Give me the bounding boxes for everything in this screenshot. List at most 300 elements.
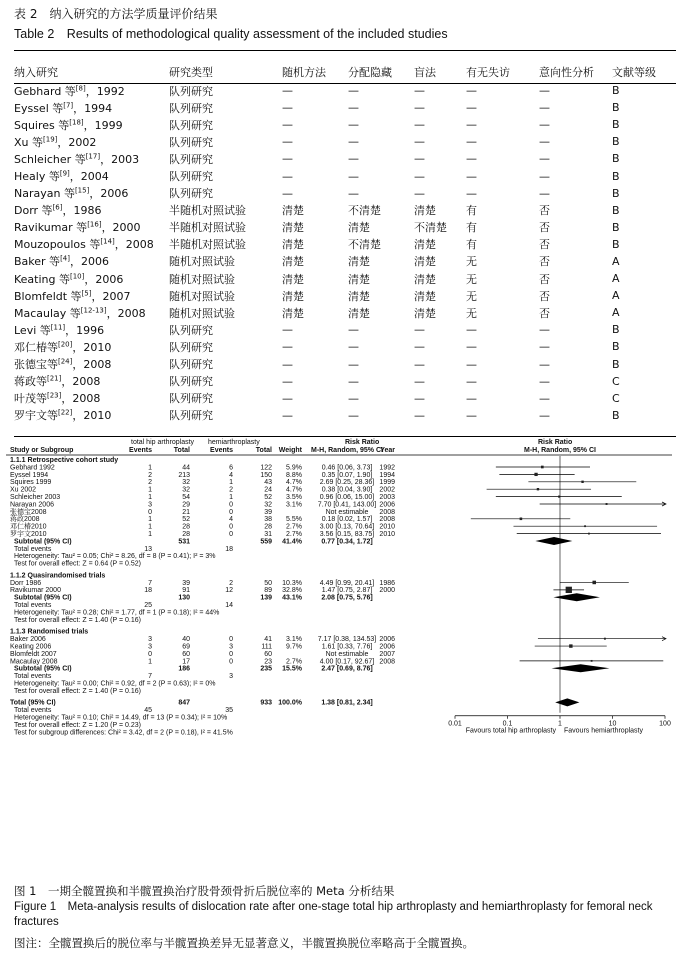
study-name: 邓仁椿2010 <box>10 523 47 531</box>
random-method: — <box>282 152 293 166</box>
random-method: — <box>282 84 293 98</box>
weight: 3.5% <box>286 494 302 501</box>
study-name: Eyssel 1994 <box>10 471 49 479</box>
itt-analysis: — <box>539 391 550 405</box>
risk-ratio-ci: 0.18 [0.02, 1.57] <box>321 516 373 524</box>
risk-ratio-ci: 3.56 [0.15, 83.75] <box>319 531 375 538</box>
events2: 1 <box>229 479 233 487</box>
study-cell <box>14 321 169 338</box>
table-row <box>14 253 676 270</box>
blinding: 清楚 <box>414 272 436 286</box>
events1-total: 13 <box>144 545 152 553</box>
total2: 24 <box>264 486 272 494</box>
study-name: Keating 2006 <box>10 643 52 651</box>
random-method: — <box>282 323 293 337</box>
itt-analysis: 否 <box>539 306 550 320</box>
study-year: ，2008 <box>106 306 146 320</box>
loss-to-follow-up: 无 <box>466 289 477 303</box>
blinding: — <box>414 101 425 115</box>
risk-ratio-ci: 1.47 [0.75, 2.87] <box>321 587 373 595</box>
evidence-grade: B <box>612 408 620 422</box>
study-name: Baker 等 <box>14 255 61 269</box>
allocation-concealment: — <box>348 340 359 354</box>
study-cell <box>14 287 169 304</box>
study-year: ，2007 <box>91 289 131 303</box>
allocation-concealment: — <box>348 135 359 149</box>
loss-to-follow-up: 无 <box>466 306 477 320</box>
events1-total: 25 <box>144 602 152 610</box>
table-row <box>14 390 676 407</box>
rr-header: Risk Ratio <box>345 439 380 446</box>
itt-analysis: 否 <box>539 221 550 235</box>
random-method: 清楚 <box>282 221 304 235</box>
evidence-grade: A <box>612 289 620 303</box>
x-tick-label: 10 <box>608 720 617 728</box>
study-name: Ravikumar 等 <box>14 221 88 235</box>
risk-ratio-ci: 4.00 [0.17, 92.67] <box>319 658 375 666</box>
loss-to-follow-up: 有 <box>466 238 477 252</box>
study-ref: [22] <box>58 408 73 417</box>
subtotal-label: Subtotal (95% CI) <box>14 538 72 546</box>
evidence-grade: B <box>612 237 620 251</box>
events1: 1 <box>148 658 152 666</box>
total1: 32 <box>182 486 190 494</box>
header-cell: 纳入研究 <box>14 66 58 79</box>
weight: 2.7% <box>286 531 302 538</box>
study-cell <box>14 116 169 133</box>
weight: 4.7% <box>286 486 302 494</box>
overall-effect: Test for overall effect: Z = 1.40 (P = 0.16) <box>14 616 141 624</box>
weight: 5.9% <box>286 464 302 472</box>
study-type: 随机对照试验 <box>169 272 235 286</box>
total2: 28 <box>264 523 272 531</box>
study-year: 2010 <box>379 523 395 531</box>
total1: 29 <box>182 501 190 509</box>
itt-analysis: — <box>539 135 550 149</box>
total2: 111 <box>261 643 272 651</box>
weight: 9.7% <box>286 643 302 651</box>
table-row <box>14 407 676 424</box>
weight: 32.8% <box>282 587 302 595</box>
subtotal-label: Subtotal (95% CI) <box>14 594 72 602</box>
itt-analysis: 否 <box>539 255 550 269</box>
risk-ratio-ci: 0.38 [0.04, 3.90] <box>321 486 373 494</box>
total1: 52 <box>182 516 190 524</box>
study-year: ，2008 <box>61 392 101 406</box>
events2-total: 3 <box>229 673 233 681</box>
study-name: Narayan 2006 <box>10 501 54 509</box>
study-name: Squires 1999 <box>10 479 52 487</box>
header-cell: 意向性分析 <box>539 66 594 79</box>
study-year: 2000 <box>379 587 395 595</box>
study-year: 2003 <box>379 494 395 501</box>
study-year: ，2006 <box>89 187 129 201</box>
total1: 39 <box>182 579 190 587</box>
heterogeneity: Heterogeneity: Tau² = 0.00; Chi² = 0.92, df = 2 (P = 0.63); I² = 0% <box>14 680 216 688</box>
events2: 4 <box>229 516 233 524</box>
events1: 3 <box>148 643 152 651</box>
random-method: — <box>282 101 293 115</box>
study-ref: [20] <box>58 340 73 349</box>
study-type: 队列研究 <box>169 375 213 389</box>
itt-analysis: — <box>539 357 550 371</box>
blinding: — <box>414 374 425 388</box>
study-year: 2008 <box>379 508 395 516</box>
study-cell <box>14 236 169 253</box>
total2: 41 <box>264 636 272 644</box>
subtotal-ci: 2.08 [0.75, 5.76] <box>321 594 373 602</box>
study-type: 随机对照试验 <box>169 255 235 269</box>
total-events2: 35 <box>225 707 233 715</box>
itt-analysis: — <box>539 186 550 200</box>
itt-analysis: — <box>539 374 550 388</box>
total1: 91 <box>182 587 190 595</box>
study-name: Dorr 1986 <box>10 579 42 587</box>
table-row <box>14 338 676 355</box>
rr-header-right: Risk Ratio <box>538 439 573 446</box>
study-type: 队列研究 <box>169 340 213 354</box>
events2: 0 <box>229 650 233 658</box>
total-weight: 100.0% <box>278 699 302 707</box>
total-overall-effect: Test for overall effect: Z = 1.20 (P = 0.23) <box>14 721 141 729</box>
blinding: 清楚 <box>414 238 436 252</box>
total2-header: Total <box>255 447 272 454</box>
study-year: ，1999 <box>83 118 123 132</box>
events2-total: 18 <box>225 545 233 553</box>
evidence-grade: B <box>612 169 620 183</box>
study-type: 队列研究 <box>169 187 213 201</box>
study-type: 随机对照试验 <box>169 289 235 303</box>
itt-analysis: — <box>539 169 550 183</box>
study-ref: [23] <box>47 391 62 400</box>
study-cell <box>14 150 169 167</box>
blinding: — <box>414 340 425 354</box>
blinding: — <box>414 169 425 183</box>
itt-analysis: 否 <box>539 272 550 286</box>
study-cell <box>14 99 169 116</box>
total1: 28 <box>182 523 190 531</box>
study-year: 1992 <box>379 464 395 472</box>
table-header-row <box>14 62 676 82</box>
study-year: 2002 <box>379 486 395 494</box>
evidence-grade: C <box>612 374 620 388</box>
study-name: Dorr 等 <box>14 204 53 218</box>
study-ref: [24] <box>58 357 73 366</box>
study-name: 蒋政2008 <box>10 516 40 524</box>
study-name: 罗宇文2010 <box>10 531 47 538</box>
random-method: — <box>282 374 293 388</box>
itt-analysis: 否 <box>539 238 550 252</box>
total2: 23 <box>264 658 272 666</box>
events1: 0 <box>148 508 152 516</box>
risk-ratio-ci: Not estimable <box>325 650 369 658</box>
study-year: ，2003 <box>100 152 140 166</box>
allocation-concealment: — <box>348 152 359 166</box>
total1: 28 <box>182 531 190 538</box>
events-label: Total events <box>14 673 52 681</box>
loss-to-follow-up: — <box>466 84 477 98</box>
study-cell <box>14 167 169 184</box>
study-type: 队列研究 <box>169 135 213 149</box>
random-method: 清楚 <box>282 272 304 286</box>
study-name: 张德宝等 <box>14 358 58 372</box>
study-ref: [19] <box>43 135 58 144</box>
study-estimate <box>534 473 537 476</box>
events2: 0 <box>229 531 233 538</box>
blinding: — <box>414 323 425 337</box>
evidence-grade: A <box>612 272 620 286</box>
table-row <box>14 321 676 338</box>
quality-table <box>14 62 676 424</box>
table-row <box>14 304 676 321</box>
loss-to-follow-up: — <box>466 135 477 149</box>
group1-header: total hip arthroplasty <box>131 439 195 446</box>
random-method: 清楚 <box>282 255 304 269</box>
risk-ratio-ci: 7.70 [0.41, 143.00] <box>317 501 377 509</box>
random-method: — <box>282 186 293 200</box>
study-estimate <box>566 587 572 593</box>
itt-analysis: — <box>539 118 550 132</box>
study-type: 队列研究 <box>169 152 213 166</box>
evidence-grade: B <box>612 340 620 354</box>
forest-plot <box>0 438 690 878</box>
study-cell <box>14 133 169 150</box>
study-year: 2008 <box>379 658 395 666</box>
study-year: ，2010 <box>72 409 112 423</box>
favours-left: Favours total hip arthroplasty <box>465 727 556 735</box>
study-year: 1999 <box>379 479 395 487</box>
blinding: — <box>414 135 425 149</box>
events1: 18 <box>144 587 152 595</box>
study-ref: [6] <box>52 203 63 212</box>
study-name: Blomfeldt 2007 <box>10 650 57 658</box>
loss-to-follow-up: — <box>466 340 477 354</box>
study-ref: [5] <box>81 289 92 298</box>
total1: 32 <box>182 479 190 487</box>
study-cell <box>14 356 169 373</box>
random-method: — <box>282 118 293 132</box>
group2-header: hemiarthroplasty <box>208 439 260 446</box>
itt-analysis: 否 <box>539 289 550 303</box>
allocation-concealment: — <box>348 374 359 388</box>
evidence-grade: B <box>612 323 620 337</box>
random-method: 清楚 <box>282 306 304 320</box>
evidence-grade: B <box>612 203 620 217</box>
weight: 5.5% <box>286 516 302 524</box>
blinding: 不清楚 <box>414 221 447 235</box>
allocation-concealment: — <box>348 186 359 200</box>
favours-right: Favours hemiarthroplasty <box>564 727 643 735</box>
blinding: 清楚 <box>414 204 436 218</box>
events2-header: Events <box>210 447 233 454</box>
study-name: Macaulay 2008 <box>10 658 58 666</box>
allocation-concealment: 清楚 <box>348 306 370 320</box>
events1: 1 <box>148 516 152 524</box>
study-name: 蒋政等 <box>14 375 47 389</box>
total-total2: 933 <box>260 699 272 707</box>
study-type: 队列研究 <box>169 101 213 115</box>
study-estimate <box>541 466 544 469</box>
allocation-concealment: 清楚 <box>348 221 370 235</box>
study-type: 队列研究 <box>169 409 213 423</box>
events2: 3 <box>229 643 233 651</box>
events1: 1 <box>148 486 152 494</box>
allocation-concealment: 不清楚 <box>348 204 381 218</box>
study-year: ，1994 <box>73 101 113 115</box>
random-method: — <box>282 391 293 405</box>
table-row <box>14 373 676 390</box>
table-row <box>14 116 676 133</box>
study-year: 2010 <box>379 531 395 538</box>
allocation-concealment: — <box>348 169 359 183</box>
study-year: ，2008 <box>114 238 154 252</box>
study-ref: [8] <box>75 83 86 92</box>
loss-to-follow-up: 有 <box>466 204 477 218</box>
total2: 50 <box>264 579 272 587</box>
weight-header: Weight <box>278 447 302 454</box>
weight: 2.7% <box>286 523 302 531</box>
study-cell <box>14 407 169 424</box>
study-year: ，1992 <box>85 84 125 98</box>
risk-ratio-ci: 4.49 [0.99, 20.41] <box>319 579 375 587</box>
study-estimate <box>588 533 590 535</box>
blinding: — <box>414 408 425 422</box>
table-row <box>14 185 676 202</box>
total-total1: 847 <box>178 699 190 707</box>
study-cell <box>14 373 169 390</box>
study-cell <box>14 253 169 270</box>
study-cell <box>14 270 169 287</box>
study-name: Levi 等 <box>14 323 51 337</box>
table-row <box>14 236 676 253</box>
evidence-grade: B <box>612 152 620 166</box>
overall-effect: Test for overall effect: Z = 1.40 (P = 0.16) <box>14 687 141 695</box>
events1: 3 <box>148 636 152 644</box>
study-year: 2007 <box>379 650 395 658</box>
total1-header: Total <box>173 447 190 454</box>
study-type: 队列研究 <box>169 323 213 337</box>
evidence-grade: A <box>612 306 620 320</box>
subtotal-total2: 559 <box>260 538 272 546</box>
subtotal-total1: 531 <box>178 538 190 546</box>
total2: 43 <box>264 479 272 487</box>
study-year: 2006 <box>379 643 395 651</box>
study-year: ，2008 <box>61 375 101 389</box>
study-type: 半随机对照试验 <box>169 238 246 252</box>
blinding: 清楚 <box>414 289 436 303</box>
x-tick-label: 0.01 <box>448 720 462 728</box>
loss-to-follow-up: — <box>466 101 477 115</box>
events1: 7 <box>148 579 152 587</box>
study-cell <box>14 219 169 236</box>
study-ref: [21] <box>47 374 62 383</box>
figure-caption-en: Figure 1 Meta-analysis results of dislocation rate after one-stage total hip arthroplasty and hemiarthroplasty for femoral neck fractures <box>14 901 653 928</box>
random-method: 清楚 <box>282 289 304 303</box>
table-header-rule <box>14 83 676 84</box>
study-ref: [11] <box>50 323 66 332</box>
loss-to-follow-up: 无 <box>466 272 477 286</box>
allocation-concealment: 清楚 <box>348 255 370 269</box>
study-cell <box>14 390 169 407</box>
study-estimate <box>520 518 523 521</box>
total1: 21 <box>182 508 190 516</box>
weight: 4.7% <box>286 479 302 487</box>
study-type: 队列研究 <box>169 170 213 184</box>
study-year: ，1996 <box>65 323 105 337</box>
subtotal-label: Subtotal (95% CI) <box>14 665 72 673</box>
study-cell <box>14 82 169 99</box>
risk-ratio-ci: 1.61 [0.33, 7.76] <box>321 643 373 651</box>
study-name: Schleicher 等 <box>14 152 86 166</box>
total-events1: 45 <box>144 707 152 715</box>
header-cell: 随机方法 <box>282 66 326 79</box>
risk-ratio-ci: 0.96 [0.06, 15.00] <box>319 494 375 501</box>
study-name: Gebhard 等 <box>14 84 76 98</box>
blinding: — <box>414 118 425 132</box>
study-estimate <box>604 638 606 640</box>
loss-to-follow-up: — <box>466 408 477 422</box>
events1: 0 <box>148 650 152 658</box>
table-bottom-rule <box>14 436 676 437</box>
evidence-grade: B <box>612 220 620 234</box>
events2: 12 <box>225 587 233 595</box>
total-ci: 1.38 [0.81, 2.34] <box>321 699 373 707</box>
allocation-concealment: — <box>348 118 359 132</box>
subtotal-total2: 139 <box>260 594 272 602</box>
study-name: Healy 等 <box>14 170 60 184</box>
blinding: — <box>414 152 425 166</box>
random-method: — <box>282 357 293 371</box>
table-row <box>14 356 676 373</box>
evidence-grade: B <box>612 186 620 200</box>
total2: 52 <box>264 494 272 501</box>
subtotal-diamond <box>535 537 572 545</box>
subtotal-ci: 2.47 [0.69, 8.76] <box>321 665 373 673</box>
study-year: ，2000 <box>101 221 141 235</box>
study-ref: [14] <box>100 237 115 246</box>
loss-to-follow-up: — <box>466 152 477 166</box>
study-name: Narayan 等 <box>14 187 75 201</box>
events2: 0 <box>229 636 233 644</box>
events2: 0 <box>229 501 233 509</box>
study-name: Gebhard 1992 <box>10 464 55 472</box>
allocation-concealment: — <box>348 323 359 337</box>
total2: 32 <box>264 501 272 509</box>
study-estimate <box>569 644 572 647</box>
study-type: 半随机对照试验 <box>169 221 246 235</box>
total2: 89 <box>264 587 272 595</box>
subtotal-weight: 15.5% <box>282 665 302 673</box>
study-ref: [10] <box>70 271 85 280</box>
allocation-concealment: 不清楚 <box>348 238 381 252</box>
figure-note: 图注：全髋置换后的脱位率与半髋置换差异无显著意义，半髋置换脱位率略高于全髋置换。 <box>14 936 474 950</box>
allocation-concealment: — <box>348 101 359 115</box>
events1-header: Events <box>129 447 152 454</box>
risk-ratio-ci: Not estimable <box>325 508 369 516</box>
study-name: 叶茂等 <box>14 392 47 406</box>
events1: 2 <box>148 471 152 479</box>
subtotal-total1: 130 <box>178 594 190 602</box>
blinding: 清楚 <box>414 306 436 320</box>
table-row <box>14 82 676 99</box>
table-caption-cn: 表 2 纳入研究的方法学质量评价结果 <box>14 7 218 21</box>
table-row <box>14 150 676 167</box>
header-cell: 文献等级 <box>612 66 656 79</box>
loss-to-follow-up: 有 <box>466 221 477 235</box>
itt-analysis: — <box>539 323 550 337</box>
evidence-grade: C <box>612 391 620 405</box>
events1: 1 <box>148 464 152 472</box>
